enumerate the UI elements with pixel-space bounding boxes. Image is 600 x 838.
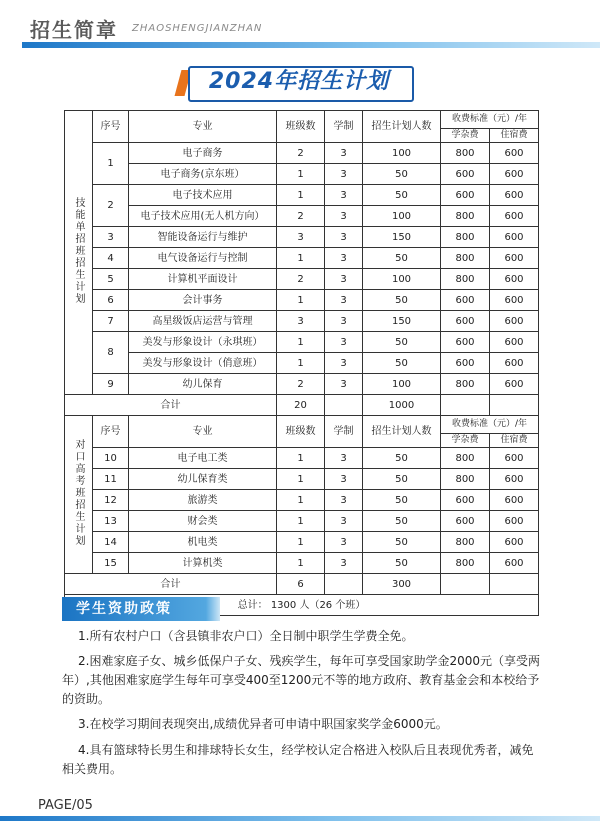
cell-no: 3 bbox=[93, 227, 129, 248]
header-tuition: 学杂费 bbox=[441, 434, 490, 448]
cell-major: 幼儿保育 bbox=[129, 374, 277, 395]
cell-years: 3 bbox=[325, 248, 363, 269]
cell-major: 电气设备运行与控制 bbox=[129, 248, 277, 269]
table-row bbox=[65, 143, 539, 164]
cell-years: 3 bbox=[325, 448, 363, 469]
cell-classes: 2 bbox=[277, 374, 325, 395]
cell-classes: 1 bbox=[277, 511, 325, 532]
cell-classes: 2 bbox=[277, 269, 325, 290]
header-no: 序号 bbox=[93, 111, 129, 143]
header-tuition: 学杂费 bbox=[441, 129, 490, 143]
cell-major: 计算机平面设计 bbox=[129, 269, 277, 290]
table-row bbox=[65, 490, 539, 511]
page-title: 2024年招生计划 bbox=[208, 69, 390, 94]
cell-years: 3 bbox=[325, 332, 363, 353]
cell-plan: 50 bbox=[363, 290, 441, 311]
cell-plan: 50 bbox=[363, 185, 441, 206]
cell-classes: 1 bbox=[277, 248, 325, 269]
aid-paragraph-4: 4.具有篮球特长男生和排球特长女生，经学校认定合格进入校队后且表现优秀者，减免相关费用。 bbox=[62, 743, 534, 776]
cell-classes: 1 bbox=[277, 353, 325, 374]
cell-plan: 50 bbox=[363, 469, 441, 490]
table-row bbox=[65, 248, 539, 269]
cell-housing: 600 bbox=[490, 374, 539, 395]
cell-tuition: 800 bbox=[441, 206, 490, 227]
aid-section-heading: 学生资助政策 bbox=[62, 597, 208, 621]
cell-major: 智能设备运行与维护 bbox=[129, 227, 277, 248]
cell-classes: 1 bbox=[277, 290, 325, 311]
section-label bbox=[65, 111, 93, 395]
table-row bbox=[65, 553, 539, 574]
total-empty bbox=[325, 574, 363, 595]
cell-plan: 50 bbox=[363, 353, 441, 374]
cell-tuition: 800 bbox=[441, 248, 490, 269]
cell-tuition: 800 bbox=[441, 374, 490, 395]
total-empty bbox=[490, 395, 539, 416]
section-label bbox=[65, 416, 93, 574]
table-row bbox=[65, 164, 539, 185]
cell-tuition: 600 bbox=[441, 490, 490, 511]
header-plan: 招生计划人数 bbox=[363, 416, 441, 448]
cell-plan: 50 bbox=[363, 332, 441, 353]
cell-tuition: 800 bbox=[441, 227, 490, 248]
header-classes: 班级数 bbox=[277, 416, 325, 448]
cell-classes: 3 bbox=[277, 227, 325, 248]
cell-housing: 600 bbox=[490, 185, 539, 206]
table-row bbox=[65, 269, 539, 290]
cell-housing: 600 bbox=[490, 490, 539, 511]
cell-housing: 600 bbox=[490, 164, 539, 185]
cell-major: 电子商务(京东班） bbox=[129, 164, 277, 185]
cell-years: 3 bbox=[325, 469, 363, 490]
cell-plan: 50 bbox=[363, 511, 441, 532]
cell-tuition: 600 bbox=[441, 311, 490, 332]
grand-total: 总计： 1300 人（26 个班） bbox=[65, 595, 539, 616]
total-plan: 300 bbox=[363, 574, 441, 595]
total-label: 合计 bbox=[65, 574, 277, 595]
table-row bbox=[65, 227, 539, 248]
header-divider bbox=[22, 42, 600, 48]
cell-classes: 1 bbox=[277, 532, 325, 553]
cell-no: 6 bbox=[93, 290, 129, 311]
table-row bbox=[65, 311, 539, 332]
header-years: 学制 bbox=[325, 111, 363, 143]
cell-years: 3 bbox=[325, 206, 363, 227]
cell-years: 3 bbox=[325, 490, 363, 511]
cell-classes: 2 bbox=[277, 143, 325, 164]
cell-years: 3 bbox=[325, 311, 363, 332]
total-classes: 6 bbox=[277, 574, 325, 595]
cell-no: 4 bbox=[93, 248, 129, 269]
cell-no: 5 bbox=[93, 269, 129, 290]
cell-years: 3 bbox=[325, 290, 363, 311]
header-fee: 收费标准（元）/年 bbox=[441, 111, 539, 129]
cell-no: 7 bbox=[93, 311, 129, 332]
table-total-row bbox=[65, 574, 539, 595]
cell-housing: 600 bbox=[490, 511, 539, 532]
table-body bbox=[65, 111, 539, 616]
header-major: 专业 bbox=[129, 111, 277, 143]
cell-plan: 100 bbox=[363, 206, 441, 227]
cell-tuition: 600 bbox=[441, 332, 490, 353]
cell-housing: 600 bbox=[490, 469, 539, 490]
section-label-text: 技能单招班招生计划 bbox=[73, 197, 84, 305]
cell-major: 电子商务 bbox=[129, 143, 277, 164]
cell-plan: 100 bbox=[363, 269, 441, 290]
cell-tuition: 800 bbox=[441, 469, 490, 490]
table-header-row bbox=[65, 416, 539, 434]
cell-classes: 3 bbox=[277, 311, 325, 332]
cell-housing: 600 bbox=[490, 353, 539, 374]
cell-tuition: 800 bbox=[441, 143, 490, 164]
cell-tuition: 600 bbox=[441, 290, 490, 311]
cell-major: 会计事务 bbox=[129, 290, 277, 311]
cell-housing: 600 bbox=[490, 553, 539, 574]
cell-housing: 600 bbox=[490, 143, 539, 164]
cell-housing: 600 bbox=[490, 248, 539, 269]
cell-plan: 50 bbox=[363, 164, 441, 185]
table-row bbox=[65, 448, 539, 469]
cell-plan: 100 bbox=[363, 374, 441, 395]
cell-major: 电子技术应用 bbox=[129, 185, 277, 206]
cell-major: 美发与形象设计（永琪班） bbox=[129, 332, 277, 353]
cell-no: 1 bbox=[93, 143, 129, 185]
cell-no: 14 bbox=[93, 532, 129, 553]
table-row bbox=[65, 511, 539, 532]
total-empty bbox=[441, 395, 490, 416]
cell-major: 旅游类 bbox=[129, 490, 277, 511]
total-empty bbox=[490, 574, 539, 595]
cell-years: 3 bbox=[325, 511, 363, 532]
cell-classes: 1 bbox=[277, 448, 325, 469]
header-plan: 招生计划人数 bbox=[363, 111, 441, 143]
cell-major: 电子技术应用(无人机方向） bbox=[129, 206, 277, 227]
cell-housing: 600 bbox=[490, 448, 539, 469]
table-row bbox=[65, 185, 539, 206]
cell-plan: 50 bbox=[363, 490, 441, 511]
header-years: 学制 bbox=[325, 416, 363, 448]
cell-housing: 600 bbox=[490, 227, 539, 248]
cell-tuition: 800 bbox=[441, 553, 490, 574]
table-row bbox=[65, 353, 539, 374]
cell-years: 3 bbox=[325, 269, 363, 290]
cell-no: 11 bbox=[93, 469, 129, 490]
cell-tuition: 800 bbox=[441, 448, 490, 469]
header-classes: 班级数 bbox=[277, 111, 325, 143]
cell-years: 3 bbox=[325, 164, 363, 185]
cell-years: 3 bbox=[325, 185, 363, 206]
header-fee: 收费标准（元）/年 bbox=[441, 416, 539, 434]
total-empty bbox=[325, 395, 363, 416]
aid-paragraph-3: 3.在校学习期间表现突出,成绩优异者可申请中职国家奖学金6000元。 bbox=[78, 717, 448, 731]
cell-plan: 50 bbox=[363, 248, 441, 269]
cell-classes: 1 bbox=[277, 185, 325, 206]
cell-no: 12 bbox=[93, 490, 129, 511]
cell-major: 美发与形象设计（俏意班） bbox=[129, 353, 277, 374]
aid-paragraph-1: 1.所有农村户口（含县镇非农户口）全日制中职学生学费全免。 bbox=[78, 629, 414, 643]
table-row bbox=[65, 374, 539, 395]
cell-major: 计算机类 bbox=[129, 553, 277, 574]
header-housing: 住宿费 bbox=[490, 129, 539, 143]
cell-plan: 100 bbox=[363, 143, 441, 164]
cell-no: 10 bbox=[93, 448, 129, 469]
total-label: 合计 bbox=[65, 395, 277, 416]
cell-plan: 150 bbox=[363, 227, 441, 248]
cell-tuition: 800 bbox=[441, 269, 490, 290]
cell-plan: 50 bbox=[363, 553, 441, 574]
header-major: 专业 bbox=[129, 416, 277, 448]
header-subtitle: ZHAOSHENGJIANZHAN bbox=[132, 23, 263, 34]
cell-no: 13 bbox=[93, 511, 129, 532]
cell-housing: 600 bbox=[490, 311, 539, 332]
cell-tuition: 600 bbox=[441, 164, 490, 185]
cell-plan: 150 bbox=[363, 311, 441, 332]
cell-years: 3 bbox=[325, 532, 363, 553]
cell-classes: 2 bbox=[277, 206, 325, 227]
footer-divider bbox=[0, 816, 600, 821]
cell-plan: 50 bbox=[363, 532, 441, 553]
cell-no: 9 bbox=[93, 374, 129, 395]
header-no: 序号 bbox=[93, 416, 129, 448]
cell-major: 机电类 bbox=[129, 532, 277, 553]
cell-major: 电子电工类 bbox=[129, 448, 277, 469]
header-housing: 住宿费 bbox=[490, 434, 539, 448]
cell-housing: 600 bbox=[490, 332, 539, 353]
table-row bbox=[65, 469, 539, 490]
total-plan: 1000 bbox=[363, 395, 441, 416]
table-row bbox=[65, 206, 539, 227]
cell-housing: 600 bbox=[490, 269, 539, 290]
enrollment-table bbox=[64, 110, 539, 616]
cell-years: 3 bbox=[325, 143, 363, 164]
cell-years: 3 bbox=[325, 353, 363, 374]
cell-housing: 600 bbox=[490, 532, 539, 553]
total-empty bbox=[441, 574, 490, 595]
cell-tuition: 600 bbox=[441, 185, 490, 206]
cell-classes: 1 bbox=[277, 553, 325, 574]
cell-classes: 1 bbox=[277, 490, 325, 511]
cell-classes: 1 bbox=[277, 332, 325, 353]
aid-paragraph-2: 2.困难家庭子女、城乡低保户子女、残疾学生，每年可享受国家助学金2000元（享受两年）,其他困难家庭学生每年可享受400至1200元不等的地方政府、教育基金会和本校给予的资助。 bbox=[62, 654, 540, 706]
cell-plan: 50 bbox=[363, 448, 441, 469]
cell-no: 15 bbox=[93, 553, 129, 574]
cell-major: 财会类 bbox=[129, 511, 277, 532]
aid-heading-tail bbox=[206, 597, 220, 621]
cell-tuition: 600 bbox=[441, 511, 490, 532]
table-total-row bbox=[65, 395, 539, 416]
cell-tuition: 600 bbox=[441, 353, 490, 374]
header-title: 招生简章 bbox=[30, 18, 118, 42]
section-label-text: 对口高考班招生计划 bbox=[73, 439, 84, 547]
cell-classes: 1 bbox=[277, 164, 325, 185]
cell-years: 3 bbox=[325, 227, 363, 248]
cell-classes: 1 bbox=[277, 469, 325, 490]
page-number: PAGE/05 bbox=[38, 798, 93, 813]
table-row bbox=[65, 332, 539, 353]
cell-years: 3 bbox=[325, 374, 363, 395]
table-header-row bbox=[65, 111, 539, 129]
cell-no: 8 bbox=[93, 332, 129, 374]
cell-major: 幼儿保育类 bbox=[129, 469, 277, 490]
cell-no: 2 bbox=[93, 185, 129, 227]
cell-tuition: 800 bbox=[441, 532, 490, 553]
cell-years: 3 bbox=[325, 553, 363, 574]
table-row bbox=[65, 532, 539, 553]
cell-major: 高星级饭店运营与管理 bbox=[129, 311, 277, 332]
cell-housing: 600 bbox=[490, 206, 539, 227]
total-classes: 20 bbox=[277, 395, 325, 416]
table-row bbox=[65, 290, 539, 311]
cell-housing: 600 bbox=[490, 290, 539, 311]
